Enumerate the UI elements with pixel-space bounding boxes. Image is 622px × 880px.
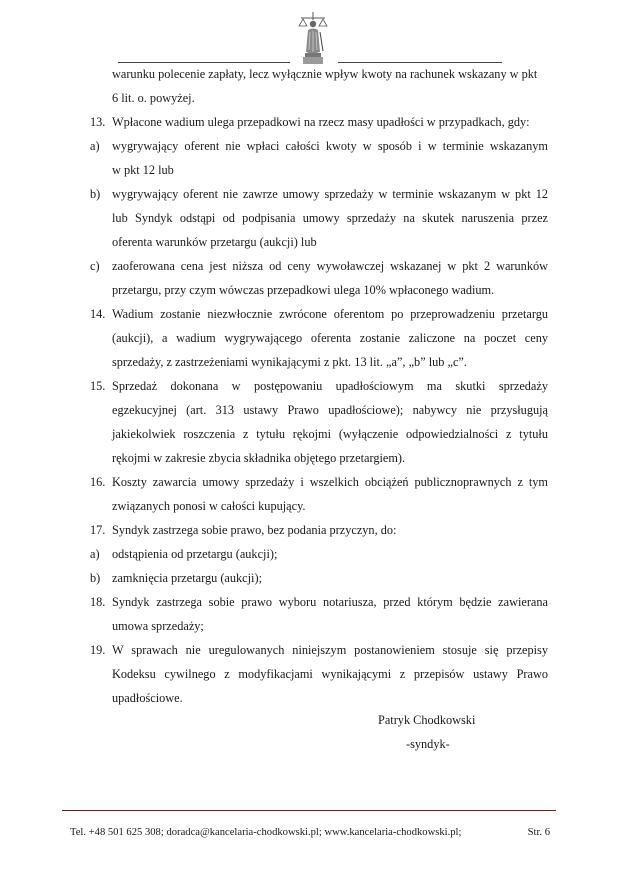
paragraph-line: odstąpienia od przetargu (aukcji); bbox=[112, 547, 278, 561]
justice-statue-icon bbox=[296, 6, 330, 68]
paragraph-line: 6 lit. o. powyżej. bbox=[112, 91, 195, 105]
paragraph-line: Sprzedaż dokonana w postępowaniu upadłościowym ma skutki sprzedaży bbox=[112, 379, 548, 393]
item-number: 13. bbox=[90, 115, 106, 129]
item-number: 17. bbox=[90, 523, 106, 537]
paragraph-line: jakiekolwiek roszczenia z tytułu rękojmi (wyłączenie odpowiedzialności z tytułu bbox=[112, 427, 548, 441]
paragraph-line: (aukcji), a wadium wygrywającego oferenta zostanie zaliczone na poczet ceny bbox=[112, 331, 548, 345]
paragraph-line: warunku polecenie zapłaty, lecz wyłącznie wpływ kwoty na rachunek wskazany w pkt bbox=[112, 67, 538, 81]
paragraph-line: związanych ponosi w całości kupujący. bbox=[112, 499, 306, 513]
paragraph-line: Kodeksu cywilnego z modyfikacjami wynikającymi z przepisów ustawy Prawo bbox=[112, 667, 548, 681]
item-number: 16. bbox=[90, 475, 106, 489]
header-rule-right bbox=[338, 62, 502, 63]
item-number: 14. bbox=[90, 307, 106, 321]
paragraph-line: W sprawach nie uregulowanych niniejszym postanowieniem stosuje się przepisy bbox=[112, 643, 548, 657]
header-rule-left bbox=[118, 62, 290, 63]
paragraph-line: oferenta warunków przetargu (aukcji) lub bbox=[112, 235, 317, 249]
footer-rule bbox=[62, 810, 556, 811]
paragraph-line: przetargu, przy czym wówczas przepadkowi ulega 10% wpłaconego wadium. bbox=[112, 283, 495, 297]
subitem-letter: b) bbox=[90, 571, 101, 585]
footer-contact: Tel. +48 501 625 308; doradca@kancelaria-chodkowski.pl; www.kancelaria-chodkowski.pl; bbox=[70, 827, 462, 838]
subitem-letter: a) bbox=[90, 547, 100, 561]
paragraph-line: Wadium zostanie niezwłocznie zwrócone oferentom po przeprowadzeniu przetargu bbox=[112, 307, 548, 321]
paragraph-line: umowa sprzedaży; bbox=[112, 619, 204, 633]
paragraph-line: zaoferowana cena jest niższa od ceny wywoławczej wskazanej w pkt 2 warunków bbox=[112, 259, 548, 273]
paragraph-line: lub Syndyk odstąpi od podpisania umowy sprzedaży na skutek naruszenia przez bbox=[112, 211, 548, 225]
paragraph-line: wygrywający oferent nie zawrze umowy sprzedaży w terminie wskazanym w pkt 12 bbox=[112, 187, 548, 201]
paragraph-line: Syndyk zastrzega sobie prawo, bez podania przyczyn, do: bbox=[112, 523, 397, 537]
signatory-role: -syndyk- bbox=[406, 737, 450, 751]
paragraph-line: upadłościowe. bbox=[112, 691, 183, 705]
paragraph-line: rękojmi w zakresie zbycia składnika objętego przetargiem). bbox=[112, 451, 406, 465]
item-number: 18. bbox=[90, 595, 106, 609]
subitem-letter: a) bbox=[90, 139, 100, 153]
paragraph-line: Koszty zawarcia umowy sprzedaży i wszelkich obciążeń publicznoprawnych z tym bbox=[112, 475, 548, 489]
item-number: 19. bbox=[90, 643, 106, 657]
paragraph-line: Syndyk zastrzega sobie prawo wyboru notariusza, przed którym będzie zawierana bbox=[112, 595, 548, 609]
signatory-name: Patryk Chodkowski bbox=[378, 713, 476, 727]
paragraph-line: w pkt 12 lub bbox=[112, 163, 174, 177]
page-number: Str. 6 bbox=[527, 827, 550, 838]
subitem-letter: c) bbox=[90, 259, 100, 273]
paragraph-line: zamknięcia przetargu (aukcji); bbox=[112, 571, 262, 585]
paragraph-line: sprzedaży, z zastrzeżeniami wynikającymi z pkt. 13 lit. „a”, „b” lub „c”. bbox=[112, 355, 467, 369]
subitem-letter: b) bbox=[90, 187, 101, 201]
paragraph-line: Wpłacone wadium ulega przepadkowi na rzecz masy upadłości w przypadkach, gdy: bbox=[112, 115, 530, 129]
page-header bbox=[0, 0, 622, 75]
paragraph-line: egzekucyjnej (art. 313 ustawy Prawo upadłościowe); nabywcy nie przysługują bbox=[112, 403, 548, 417]
paragraph-line: wygrywający oferent nie wpłaci całości kwoty w sposób i w terminie wskazanym bbox=[112, 139, 548, 153]
item-number: 15. bbox=[90, 379, 106, 393]
